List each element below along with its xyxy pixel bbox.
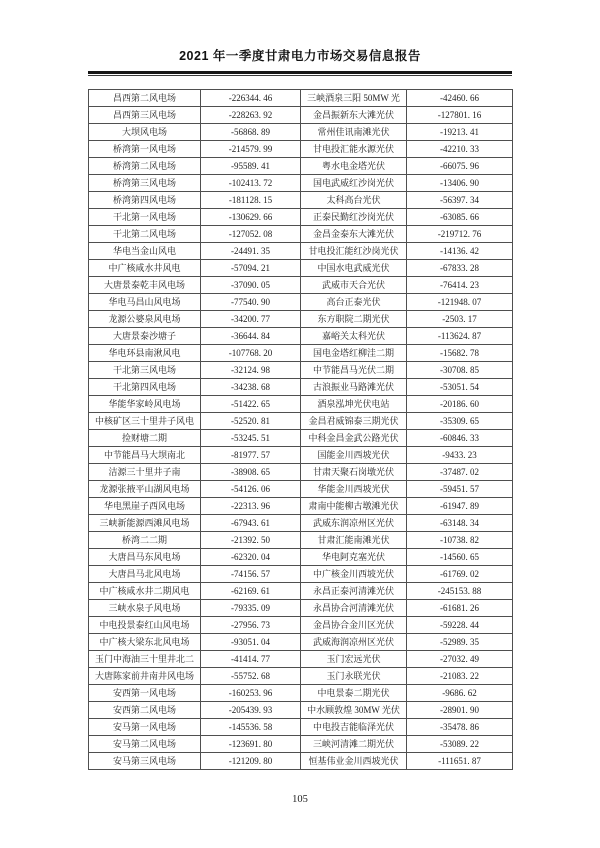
value-cell: -32124. 98 bbox=[201, 361, 301, 378]
plant-name-cell: 金昌振新东大滩光伏 bbox=[301, 106, 407, 123]
value-cell: -93051. 04 bbox=[201, 633, 301, 650]
plant-name-cell: 中广核金川西坡光伏 bbox=[301, 565, 407, 582]
table-row bbox=[89, 429, 513, 446]
value-cell: -111651. 87 bbox=[407, 752, 513, 769]
value-cell: -20186. 60 bbox=[407, 395, 513, 412]
plant-name-cell: 古浪振业马路滩光伏 bbox=[301, 378, 407, 395]
value-cell: -34238. 68 bbox=[201, 378, 301, 395]
plant-name-cell: 大唐景泰沙塘子 bbox=[89, 327, 201, 344]
plant-name-cell: 中国水电武威光伏 bbox=[301, 259, 407, 276]
table-row bbox=[89, 565, 513, 582]
plant-name-cell: 中电投景泰红山风电场 bbox=[89, 616, 201, 633]
plant-name-cell: 甘电投汇能红沙岗光伏 bbox=[301, 242, 407, 259]
value-cell: -54126. 06 bbox=[201, 480, 301, 497]
plant-name-cell: 甘肃汇能南滩光伏 bbox=[301, 531, 407, 548]
plant-name-cell: 干北第二风电场 bbox=[89, 225, 201, 242]
plant-name-cell: 中广核咸水井二期风电 bbox=[89, 582, 201, 599]
plant-name-cell: 永昌正泰河清滩光伏 bbox=[301, 582, 407, 599]
value-cell: -79335. 09 bbox=[201, 599, 301, 616]
plant-name-cell: 玉门中海油三十里井北二 bbox=[89, 650, 201, 667]
plant-name-cell: 大坝风电场 bbox=[89, 123, 201, 140]
value-cell: -9433. 23 bbox=[407, 446, 513, 463]
plant-name-cell: 中节能昌马光伏二期 bbox=[301, 361, 407, 378]
value-cell: -127052. 08 bbox=[201, 225, 301, 242]
value-cell: -95589. 41 bbox=[201, 157, 301, 174]
value-cell: -219712. 76 bbox=[407, 225, 513, 242]
table-row bbox=[89, 310, 513, 327]
plant-name-cell: 中广核咸水井风电 bbox=[89, 259, 201, 276]
plant-name-cell: 粤水电金塔光伏 bbox=[301, 157, 407, 174]
table-row bbox=[89, 650, 513, 667]
value-cell: -107768. 20 bbox=[201, 344, 301, 361]
table-row bbox=[89, 684, 513, 701]
value-cell: -121948. 07 bbox=[407, 293, 513, 310]
table-row bbox=[89, 378, 513, 395]
value-cell: -181128. 15 bbox=[201, 191, 301, 208]
value-cell: -52989. 35 bbox=[407, 633, 513, 650]
value-cell: -63148. 34 bbox=[407, 514, 513, 531]
table-row bbox=[89, 514, 513, 531]
plant-name-cell: 金昌协合金川区光伏 bbox=[301, 616, 407, 633]
plant-name-cell: 常州佳讯南滩光伏 bbox=[301, 123, 407, 140]
plant-name-cell: 安西第一风电场 bbox=[89, 684, 201, 701]
value-cell: -2503. 17 bbox=[407, 310, 513, 327]
value-cell: -10738. 82 bbox=[407, 531, 513, 548]
value-cell: -9686. 62 bbox=[407, 684, 513, 701]
value-cell: -214579. 99 bbox=[201, 140, 301, 157]
value-cell: -56397. 34 bbox=[407, 191, 513, 208]
page-number: 105 bbox=[292, 793, 308, 805]
value-cell: -62320. 04 bbox=[201, 548, 301, 565]
value-cell: -226344. 46 bbox=[201, 89, 301, 106]
value-cell: -205439. 93 bbox=[201, 701, 301, 718]
table-row bbox=[89, 140, 513, 157]
plant-name-cell: 大唐昌马北风电场 bbox=[89, 565, 201, 582]
value-cell: -30708. 85 bbox=[407, 361, 513, 378]
plant-name-cell: 昌西第二风电场 bbox=[89, 89, 201, 106]
value-cell: -37090. 05 bbox=[201, 276, 301, 293]
plant-name-cell: 大唐昌马东风电场 bbox=[89, 548, 201, 565]
plant-name-cell: 玉门永联光伏 bbox=[301, 667, 407, 684]
plant-name-cell: 中节能昌马大坝南北 bbox=[89, 446, 201, 463]
table-row bbox=[89, 259, 513, 276]
plant-name-cell: 干北第四风电场 bbox=[89, 378, 201, 395]
header-rule-thick bbox=[88, 71, 512, 74]
table-row bbox=[89, 599, 513, 616]
value-cell: -130629. 66 bbox=[201, 208, 301, 225]
value-cell: -228263. 92 bbox=[201, 106, 301, 123]
plant-name-cell: 中广核大梁东北风电场 bbox=[89, 633, 201, 650]
plant-name-cell: 华能华家岭风电场 bbox=[89, 395, 201, 412]
value-cell: -27032. 49 bbox=[407, 650, 513, 667]
plant-name-cell: 华电黑崖子西风电场 bbox=[89, 497, 201, 514]
value-cell: -14136. 42 bbox=[407, 242, 513, 259]
plant-name-cell: 三峡水泉子风电场 bbox=[89, 599, 201, 616]
plant-name-cell: 安西第二风电场 bbox=[89, 701, 201, 718]
plant-name-cell: 太科高台光伏 bbox=[301, 191, 407, 208]
table-row bbox=[89, 548, 513, 565]
table-row bbox=[89, 616, 513, 633]
plant-name-cell: 安马第一风电场 bbox=[89, 718, 201, 735]
value-cell: -53089. 22 bbox=[407, 735, 513, 752]
plant-name-cell: 玉门宏远光伏 bbox=[301, 650, 407, 667]
plant-name-cell: 三峡酒泉三阳 50MW 光 bbox=[301, 89, 407, 106]
plant-name-cell: 国能金川西坡光伏 bbox=[301, 446, 407, 463]
plant-name-cell: 华电阿克塞光伏 bbox=[301, 548, 407, 565]
table-row bbox=[89, 191, 513, 208]
plant-name-cell: 中电景泰二期光伏 bbox=[301, 684, 407, 701]
value-cell: -121209. 80 bbox=[201, 752, 301, 769]
table-row bbox=[89, 225, 513, 242]
value-cell: -15682. 78 bbox=[407, 344, 513, 361]
plant-name-cell: 干北第一风电场 bbox=[89, 208, 201, 225]
plant-name-cell: 三峡新能源西滩风电场 bbox=[89, 514, 201, 531]
value-cell: -77540. 90 bbox=[201, 293, 301, 310]
value-cell: -62169. 61 bbox=[201, 582, 301, 599]
value-cell: -19213. 41 bbox=[407, 123, 513, 140]
plant-name-cell: 永昌协合河清滩光伏 bbox=[301, 599, 407, 616]
plant-name-cell: 华电马昌山风电场 bbox=[89, 293, 201, 310]
table-row bbox=[89, 701, 513, 718]
plant-name-cell: 大唐陈家前井南井风电场 bbox=[89, 667, 201, 684]
plant-name-cell: 国电武威红沙岗光伏 bbox=[301, 174, 407, 191]
table-row bbox=[89, 718, 513, 735]
plant-name-cell: 肃南中能柳古墩滩光伏 bbox=[301, 497, 407, 514]
document-page bbox=[88, 0, 512, 805]
value-cell: -34200. 77 bbox=[201, 310, 301, 327]
value-cell: -53051. 54 bbox=[407, 378, 513, 395]
plant-name-cell: 龙源张掖平山湖风电场 bbox=[89, 480, 201, 497]
plant-name-cell: 捡财塘二期 bbox=[89, 429, 201, 446]
plant-name-cell: 华电当金山风电 bbox=[89, 242, 201, 259]
table-row bbox=[89, 276, 513, 293]
plant-name-cell: 华电环县南湫风电 bbox=[89, 344, 201, 361]
value-cell: -66075. 96 bbox=[407, 157, 513, 174]
value-cell: -245153. 88 bbox=[407, 582, 513, 599]
value-cell: -102413. 72 bbox=[201, 174, 301, 191]
plant-name-cell: 三峡河清滩二期光伏 bbox=[301, 735, 407, 752]
value-cell: -61769. 02 bbox=[407, 565, 513, 582]
value-cell: -61947. 89 bbox=[407, 497, 513, 514]
plant-name-cell: 嘉峪关太科光伏 bbox=[301, 327, 407, 344]
plant-name-cell: 武威海润凉州区光伏 bbox=[301, 633, 407, 650]
value-cell: -67833. 28 bbox=[407, 259, 513, 276]
plant-name-cell: 甘肃天聚石岗墩光伏 bbox=[301, 463, 407, 480]
table-row bbox=[89, 446, 513, 463]
value-cell: -35309. 65 bbox=[407, 412, 513, 429]
table-row bbox=[89, 344, 513, 361]
value-cell: -63085. 66 bbox=[407, 208, 513, 225]
plant-name-cell: 正泰民勤红沙岗光伏 bbox=[301, 208, 407, 225]
value-cell: -13406. 90 bbox=[407, 174, 513, 191]
value-cell: -24491. 35 bbox=[201, 242, 301, 259]
table-row bbox=[89, 480, 513, 497]
plant-name-cell: 东方职院二期光伏 bbox=[301, 310, 407, 327]
table-row bbox=[89, 106, 513, 123]
value-cell: -145536. 58 bbox=[201, 718, 301, 735]
plant-name-cell: 安马第三风电场 bbox=[89, 752, 201, 769]
value-cell: -57094. 21 bbox=[201, 259, 301, 276]
plant-name-cell: 中水顾敦煌 30MW 光伏 bbox=[301, 701, 407, 718]
plant-name-cell: 华能金川西坡光伏 bbox=[301, 480, 407, 497]
value-cell: -21392. 50 bbox=[201, 531, 301, 548]
value-cell: -61681. 26 bbox=[407, 599, 513, 616]
plant-name-cell: 金昌金泰东大滩光伏 bbox=[301, 225, 407, 242]
plant-name-cell: 昌西第三风电场 bbox=[89, 106, 201, 123]
plant-name-cell: 安马第二风电场 bbox=[89, 735, 201, 752]
table-row bbox=[89, 89, 513, 106]
plant-name-cell: 洁源三十里井子南 bbox=[89, 463, 201, 480]
plant-name-cell: 甘电投汇能水源光伏 bbox=[301, 140, 407, 157]
value-cell: -56868. 89 bbox=[201, 123, 301, 140]
plant-name-cell: 酒泉泓坤光伏电站 bbox=[301, 395, 407, 412]
plant-name-cell: 武威东润凉州区光伏 bbox=[301, 514, 407, 531]
value-cell: -41414. 77 bbox=[201, 650, 301, 667]
value-cell: -74156. 57 bbox=[201, 565, 301, 582]
value-cell: -27956. 73 bbox=[201, 616, 301, 633]
table-row bbox=[89, 293, 513, 310]
value-cell: -38908. 65 bbox=[201, 463, 301, 480]
table-row bbox=[89, 633, 513, 650]
plant-name-cell: 恒基伟业金川西坡光伏 bbox=[301, 752, 407, 769]
trading-data-table bbox=[88, 89, 513, 770]
value-cell: -59451. 57 bbox=[407, 480, 513, 497]
plant-name-cell: 桥湾第二风电场 bbox=[89, 157, 201, 174]
value-cell: -127801. 16 bbox=[407, 106, 513, 123]
table-row bbox=[89, 735, 513, 752]
table-row bbox=[89, 497, 513, 514]
value-cell: -55752. 68 bbox=[201, 667, 301, 684]
value-cell: -42460. 66 bbox=[407, 89, 513, 106]
table-row bbox=[89, 752, 513, 769]
table-row bbox=[89, 395, 513, 412]
plant-name-cell: 干北第三风电场 bbox=[89, 361, 201, 378]
value-cell: -76414. 23 bbox=[407, 276, 513, 293]
value-cell: -37487. 02 bbox=[407, 463, 513, 480]
table-row bbox=[89, 361, 513, 378]
value-cell: -59228. 44 bbox=[407, 616, 513, 633]
value-cell: -123691. 80 bbox=[201, 735, 301, 752]
plant-name-cell: 高台正泰光伏 bbox=[301, 293, 407, 310]
value-cell: -52520. 81 bbox=[201, 412, 301, 429]
plant-name-cell: 桥湾第三风电场 bbox=[89, 174, 201, 191]
plant-name-cell: 桥湾第四风电场 bbox=[89, 191, 201, 208]
table-row bbox=[89, 531, 513, 548]
plant-name-cell: 大唐景泰乾丰风电场 bbox=[89, 276, 201, 293]
value-cell: -160253. 96 bbox=[201, 684, 301, 701]
value-cell: -60846. 33 bbox=[407, 429, 513, 446]
plant-name-cell: 武威市天合光伏 bbox=[301, 276, 407, 293]
value-cell: -53245. 51 bbox=[201, 429, 301, 446]
table-row bbox=[89, 327, 513, 344]
table-row bbox=[89, 463, 513, 480]
table-row bbox=[89, 667, 513, 684]
value-cell: -42210. 33 bbox=[407, 140, 513, 157]
page-title: 2021 年一季度甘肃电力市场交易信息报告 bbox=[179, 49, 421, 63]
table-row bbox=[89, 582, 513, 599]
table-row bbox=[89, 242, 513, 259]
plant-name-cell: 中电投吉能临泽光伏 bbox=[301, 718, 407, 735]
value-cell: -35478. 86 bbox=[407, 718, 513, 735]
value-cell: -21083. 22 bbox=[407, 667, 513, 684]
value-cell: -51422. 65 bbox=[201, 395, 301, 412]
plant-name-cell: 金昌君威锦泰三期光伏 bbox=[301, 412, 407, 429]
plant-name-cell: 中科金昌金武公路光伏 bbox=[301, 429, 407, 446]
value-cell: -113624. 87 bbox=[407, 327, 513, 344]
value-cell: -14560. 65 bbox=[407, 548, 513, 565]
plant-name-cell: 中核矿区三十里井子风电 bbox=[89, 412, 201, 429]
plant-name-cell: 国电金塔红柳洼二期 bbox=[301, 344, 407, 361]
value-cell: -67943. 61 bbox=[201, 514, 301, 531]
header-rule-thin bbox=[88, 75, 512, 76]
table-row bbox=[89, 412, 513, 429]
plant-name-cell: 桥湾第一风电场 bbox=[89, 140, 201, 157]
table-row bbox=[89, 123, 513, 140]
table-row bbox=[89, 208, 513, 225]
value-cell: -28901. 90 bbox=[407, 701, 513, 718]
table-row bbox=[89, 174, 513, 191]
plant-name-cell: 龙源公婆泉风电场 bbox=[89, 310, 201, 327]
plant-name-cell: 桥湾二二期 bbox=[89, 531, 201, 548]
value-cell: -22313. 96 bbox=[201, 497, 301, 514]
value-cell: -81977. 57 bbox=[201, 446, 301, 463]
table-row bbox=[89, 157, 513, 174]
value-cell: -36644. 84 bbox=[201, 327, 301, 344]
